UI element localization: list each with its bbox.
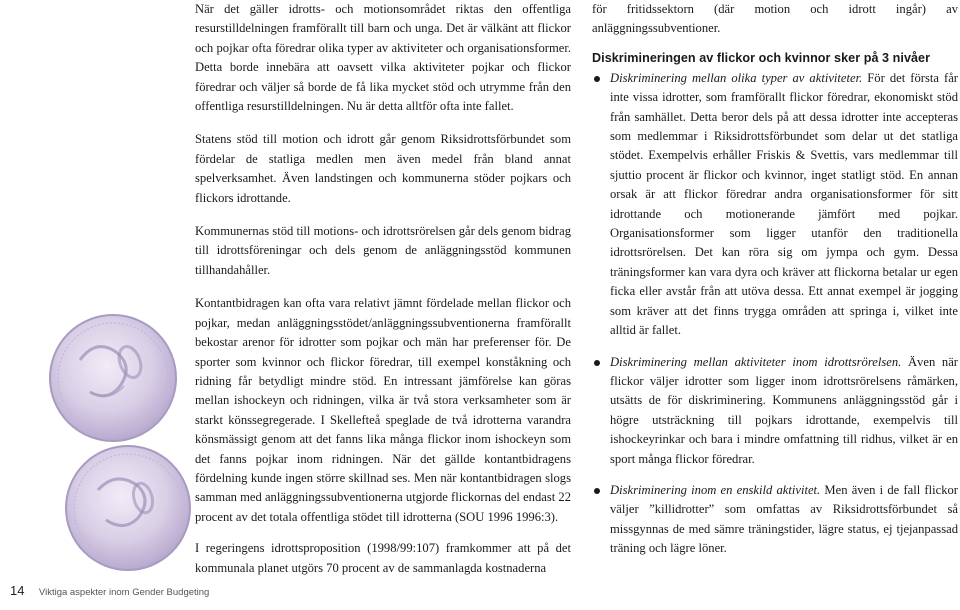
middle-column: [195, 0, 571, 578]
coins-illustration: [18, 300, 193, 580]
page-footer: [10, 582, 209, 600]
bullet-icon: [594, 360, 600, 366]
bullet-icon: [594, 76, 600, 82]
list-item-text: För det första får inte vissa idrotter, som framförallt flickor föredrar, ekonomiskt stöd från samhället. Detta beror dels på att dessa idrotter inte accepteras som medlemmar i Riksidrottsförbundet som delar ut det statliga stödet. Exempelvis erhåller Friskis & Svettis, vars medlemmar till sjuttio procent är flickor och kvinnor, inget statligt stöd. En annan orsak är att flickor föredrar andra organisationsformer för sitt idrottande och motionerande jämfört med pojkar. Organisationsformer som ligger utanför den traditionella idrottsrörelsen. Det kan röra sig om jympa och gym. Dessa träningsformer kan vara dyra och kräver att flickorna betalar ur egen ficka eller avstår från att utöva dessa. Ett annat exempel är jogging som kräver att det finns trygga områden att springa i, vilket inte alltid är fallet.: [610, 70, 958, 338]
list-item-lead: Diskriminering mellan aktiviteter inom idrottsrörelsen.: [610, 354, 902, 369]
list-item: [592, 481, 958, 559]
coin-lower: [66, 446, 190, 570]
discrimination-list: [592, 69, 958, 559]
list-item: [592, 353, 958, 469]
footer-title: Viktiga aspekter inom Gender Budgeting: [38, 587, 210, 598]
list-item: [592, 69, 958, 341]
coin-upper: [50, 315, 176, 441]
paragraph-continuation: för fritidssektorn (där motion och idrott ingår) av anläggningssubventioner.: [592, 2, 958, 36]
paragraph-state-support: Statens stöd till motion och idrott går genom Riksidrottsförbundet som fördelar de statliga medlen men även medel från bland annat spelverksamhet. Även landstingen och kommunerna stöder pojkars och flickors idrottande.: [195, 132, 571, 205]
paragraph-intro: När det gäller idrotts- och motionsområdet riktas den offentliga resurstilldelningen framförallt till barn och unga. Det är välkänt att flickor och pojkar ofta föredrar olika typer av aktiviteter och organisationsformer. Detta borde innebära att oavsett vilka aktiviteter pojkar och flickor föredrar och väljer så borde de få lika mycket stöd och utrymme från den offentliga resurstilldelningen. Nu är detta alltför ofta inte fallet.: [195, 2, 571, 114]
paragraph-proposition: I regeringens idrottsproposition (1998/99:107) framkommer att på det kommunala planet utgörs 70 procent av de sammanlagda kostnaderna: [195, 541, 571, 575]
list-item-lead: Diskriminering inom en enskild aktivitet.: [610, 482, 821, 497]
paragraph-municipal-support: Kommunernas stöd till motions- och idrottsrörelsen går dels genom bidrag till idrottsföreningar och dels genom de anläggningsstöd kommunen tillhandahåller.: [195, 224, 571, 277]
section-heading: Diskrimineringen av flickor och kvinnor sker på 3 nivåer: [592, 50, 931, 65]
list-item-text: Även när flickor väljer idrotter som ligger inom idrottsrörelsens råmärken, utsätts de för diskriminering. Kommunens anläggningsstöd går i högre utsträckning till pojkars idrottande, exempelvis till ishockeyrinkar och bara i mindre omfattning till ridhus, vilket är en sport många flickor föredrar.: [610, 354, 958, 466]
right-column: [592, 0, 958, 571]
bullet-icon: [594, 488, 600, 494]
paragraph-cash-grants: Kontantbidragen kan ofta vara relativt jämnt fördelade mellan flickor och pojkar, medan anläggningsstödet/anläggningssubventionerna framförallt bekostar arenor för idrotter som pojkar och män har preferenser för. De sporter som kvinnor och flickor föredrar, till exempel konståkning och ridning får betydligt mindre stöd. En intressant jämförelse kan göras mellan ishockeyn och ridningen, vilka är två stora verksamheter som är starkt könssegregerade. I Skellefteå speglade de två idrotterna varandra könsmässigt genom att det fanns lika många flickor inom ishockeyn som det fanns pojkar inom ridningen. När det gällde kontantbidragens fördelning kunde ingen större skillnad ses. Men när kontantbidragen slogs samman med anläggningssubventionerna utgjorde flickornas del endast 22 procent av det totala offentliga stödet till idrotterna (SOU 1996 1996:3).: [195, 296, 571, 524]
list-item-text: Men även i de fall flickor väljer ”killidrotter” som omfattas av Riksidrottsförbundet så missgynnas de med sämre träningstider, lägre status, ej tjejanpassad träning och lägre löner.: [610, 482, 959, 556]
page-number: 14: [10, 583, 25, 598]
list-item-lead: Diskriminering mellan olika typer av aktiviteter.: [610, 70, 863, 85]
